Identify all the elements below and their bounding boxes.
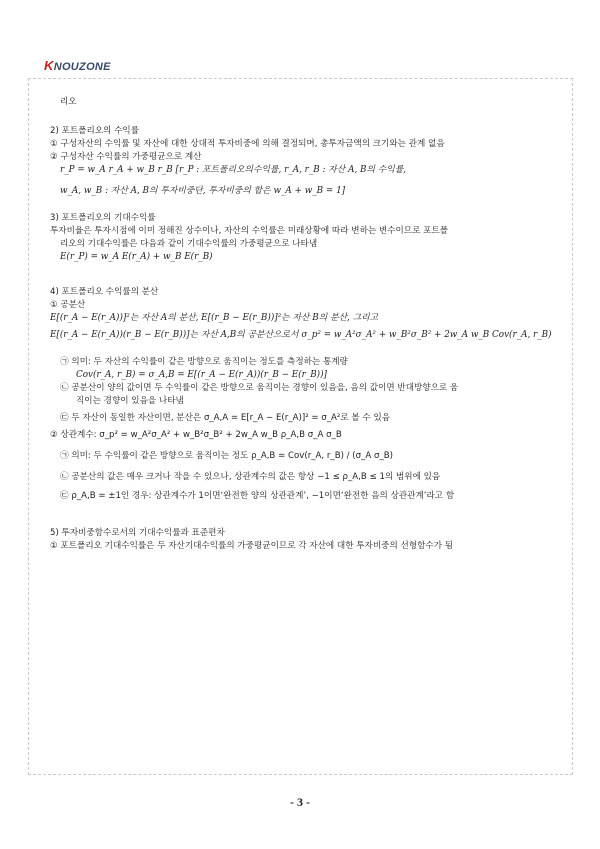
- formula-line: E[(r_A − E(r_A))(r_B − E(r_B))]는 자산 A,B의 공분산으로서 σ_p² = w_A²σ_A² + w_B²σ_B² + 2w_A w_B Cov(r_A, r_B): [50, 330, 552, 340]
- formula-line: E[(r_A − E(r_A))]²는 자산 A의 분산, E[(r_B − E(r_B))]²는 자산 B의 분산, 그리고: [50, 313, 379, 323]
- formula-line: r_P = w_A r_A + w_B r_B [r_P : 포트폴리오의수익률, r_A, r_B : 자산 A, B의 수익률,: [60, 165, 407, 175]
- knouzone-logo: KNOUZONE: [44, 58, 111, 73]
- continued-text: 리오: [60, 97, 77, 107]
- document-body: [50, 88, 555, 553]
- text-line: ㉢ 두 자산이 동일한 자산이면, 분산은 σ_A,A = E[r_A − E(r_A)]² = σ_A²로 볼 수 있음: [60, 413, 391, 423]
- text-line: ① 포트폴리오 기대수익률은 두 자산기대수익률의 가중평균이므로 각 자산에 대한 투자비중의 선형함수가 됨: [50, 541, 454, 551]
- text-line: ① 공분산: [50, 300, 86, 310]
- formula-line: E(r_P) = w_A E(r_A) + w_B E(r_B): [60, 252, 213, 262]
- formula-line: w_A, w_B : 자산 A, B의 투자비중단, 투자비중의 합은 w_A + w_B = 1]: [60, 186, 346, 196]
- section-5-title: 5) 투자비중함수로서의 기대수익률과 표준편차: [50, 528, 225, 538]
- page-number: - 3 -: [290, 795, 310, 809]
- text-line: ② 구성자산 수익률의 가중평균으로 계산: [50, 152, 202, 162]
- text-line: ㉠ 의미: 두 수익률이 같은 방향으로 움직이는 정도 ρ_A,B = Cov(r_A, r_B) / (σ_A σ_B): [60, 451, 394, 461]
- text-line: ② 상관계수: σ_p² = w_A²σ_A² + w_B²σ_B² + 2w_A w_B ρ_A,B σ_A σ_B: [50, 430, 342, 440]
- text-line: ㉠ 의미: 두 자산의 수익률이 같은 방향으로 움직이는 정도를 측정하는 통계량: [60, 357, 348, 367]
- section-4-title: 4) 포트폴리오 수익률의 분산: [50, 287, 159, 297]
- text-line: ① 구성자산의 수익률 및 자산에 대한 상대적 투자비중에 의해 결정되며, 총투자금액의 크기와는 관계 없음: [50, 139, 445, 149]
- formula-line: Cov(r_A, r_B) = σ_A,B = E[(r_A − E(r_A))(r_B − E(r_B))]: [76, 370, 327, 380]
- text-line: ㉡ 공분산이 양의 값이면 두 수익률이 같은 방향으로 움직이는 경향이 있음을, 음의 값이면 반대방향으로 움: [60, 383, 459, 393]
- text-line: ㉢ ρ_A,B = ±1인 경우: 상관계수가 1이면‘완전한 양의 상관관계’, −1이면‘완전한 음의 상관관계’라고 함: [60, 491, 455, 501]
- text-line: ㉡ 공분산의 값은 매우 크거나 작을 수 있으나, 상관계수의 값은 항상 −1 ≤ ρ_A,B ≤ 1의 범위에 있음: [60, 472, 441, 482]
- section-2-title: 2) 포트폴리오의 수익률: [50, 126, 139, 136]
- text-line: 리오의 기대수익률은 다음과 같이 기대수익률의 가중평균으로 나타냄: [60, 239, 318, 249]
- section-3-title: 3) 포트폴리오의 기대수익률: [50, 213, 156, 223]
- text-line: 투자비율은 투자시점에 이미 정해진 상수이나, 자산의 수익률은 미래상황에 따라 변하는 변수이므로 포트폴: [50, 226, 449, 236]
- text-line: 직이는 경향이 있음을 나타냄: [76, 396, 184, 406]
